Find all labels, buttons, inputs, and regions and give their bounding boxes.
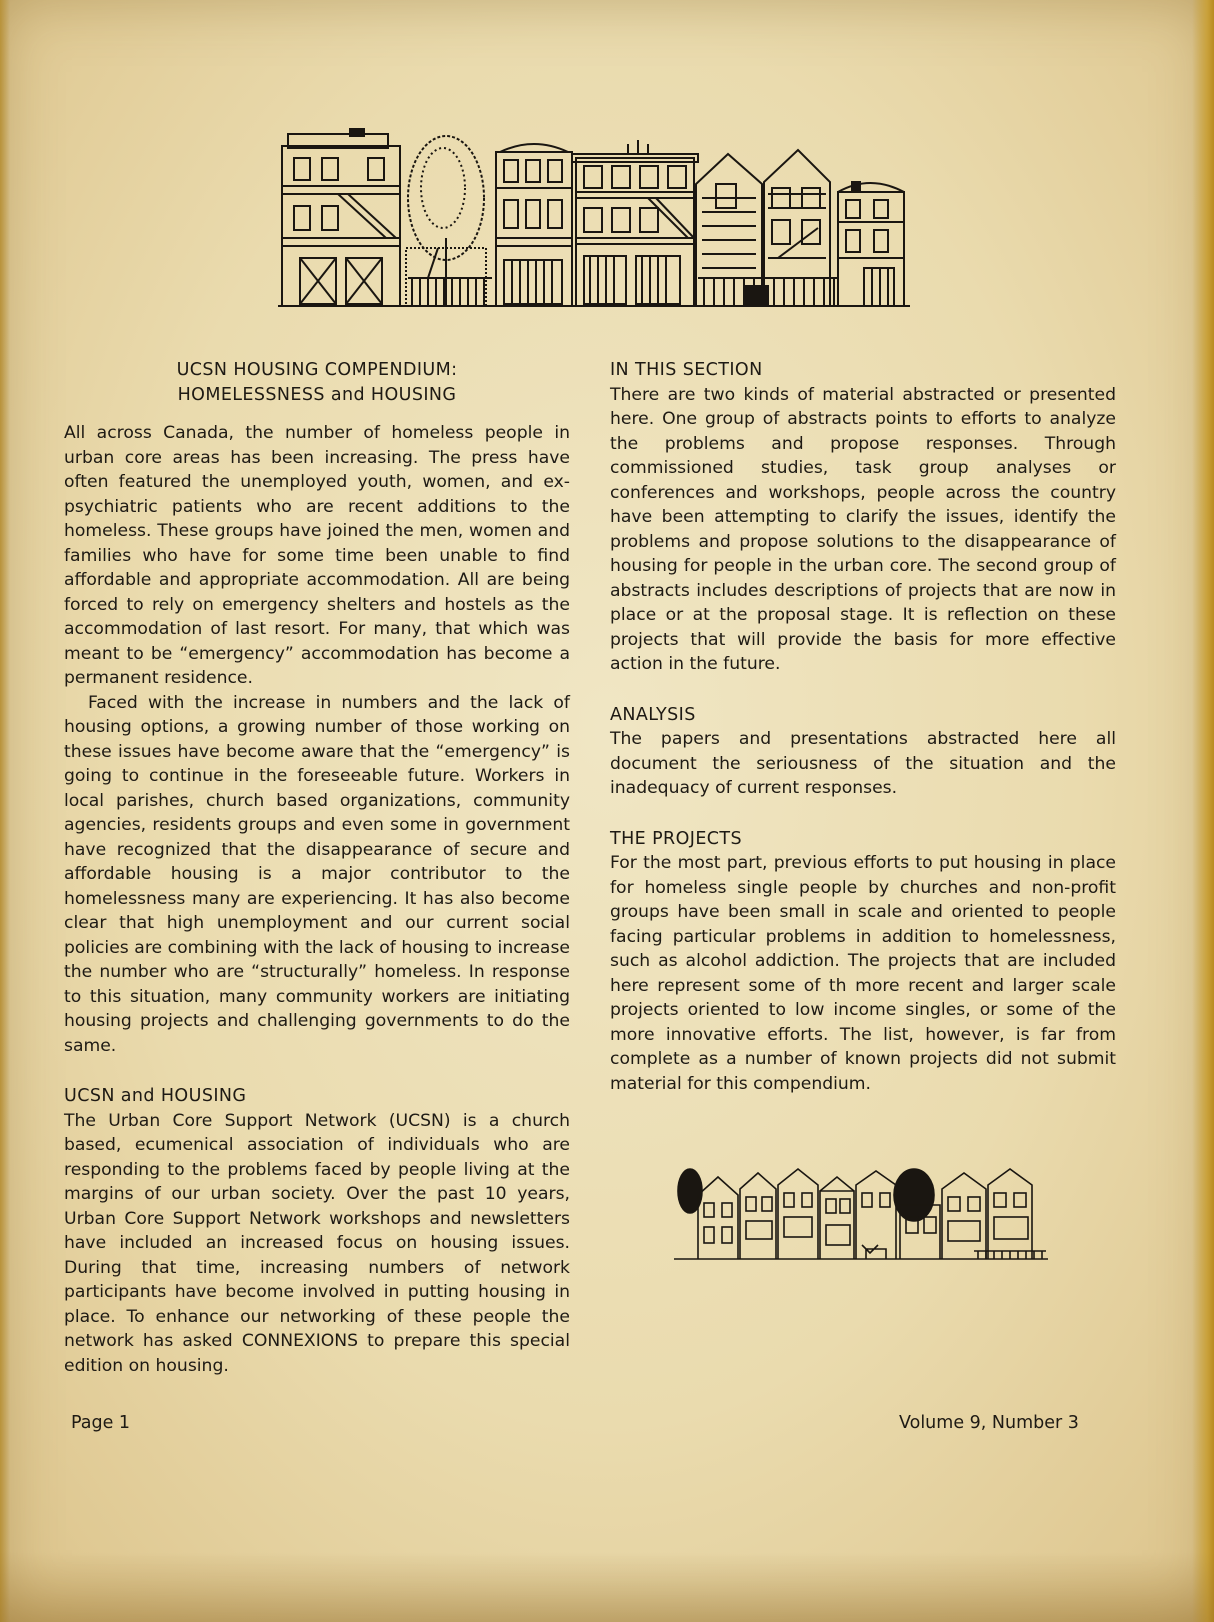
victorian-houses-illustration bbox=[674, 1155, 1048, 1263]
ucsn-housing-body: The Urban Core Support Network (UCSN) is a church based, ecumenical association of individuals who are responding to the problems faced by people living at the margins of our urban society. Over the past 10 years, Urban Core Support Network workshops and newsletters have included an increased focus on housing issues. During that time, increasing numbers of network participants have become involved in putting housing in place. To enhance our networking of these people the network has asked CONNEXIONS to prepare this special edition on housing. bbox=[64, 1110, 570, 1376]
projects-heading: THE PROJECTS bbox=[610, 828, 742, 849]
paper-edge-right bbox=[1192, 0, 1214, 1622]
volume-number: Volume 9, Number 3 bbox=[899, 1413, 1079, 1433]
ucsn-housing-heading: UCSN and HOUSING bbox=[64, 1086, 247, 1106]
analysis-heading: ANALYSIS bbox=[610, 704, 696, 725]
intro-paragraph-1: All across Canada, the number of homeless people in urban core areas has been increasing. The press have often featured the unemployed youth, women, and ex-psychiatric patients who are recent additions to the homeless. These groups have joined the men, women and families who have for some time been unable to find affordable and appropriate accommodation. All are being forced to rely on emergency shelters and hostels as the accommodation of last resort. For many, that which was meant to be “emergency” accommodation has become a permanent residence. bbox=[64, 423, 570, 688]
in-this-section-heading: IN THIS SECTION bbox=[610, 360, 763, 380]
analysis-body: The papers and presentations abstracted here all document the seriousness of the situation and the inadequacy of current responses. bbox=[610, 729, 1116, 798]
projects-body: For the most part, previous efforts to put housing in place for homeless single people by churches and non-profit groups have been small in scale and oriented to people facing particular problems in addition to homelessness, such as alcohol addiction. The projects that are included here represent some of th more recent and larger scale projects oriented to low income singles, or some of the more innovative efforts. The list, however, is far from complete as a number of known projects did not submit material for this compendium. bbox=[610, 853, 1116, 1094]
row-houses-illustration bbox=[278, 128, 910, 318]
in-this-section-body: There are two kinds of material abstracted or presented here. One group of abstracts points to efforts to analyze the problems and propose responses. Through commissioned studies, task group analyses or conferences and workshops, people across the country have been attempting to clarify the issues, identify the problems and propose solutions to the disappearance of housing for people in the urban core. The second group of abstracts includes descriptions of projects that are now in place or at the proposal stage. It is reflection on these projects that will provide the basis for more effective action in the future. bbox=[610, 384, 1116, 674]
page-title-line2: HOMELESSNESS and HOUSING bbox=[177, 384, 457, 405]
left-column bbox=[64, 358, 570, 1378]
paper-edge-bottom bbox=[0, 1552, 1214, 1622]
page-title-line1: UCSN HOUSING COMPENDIUM: bbox=[176, 360, 458, 380]
paper-edge-left bbox=[0, 0, 10, 1622]
page-number: Page 1 bbox=[71, 1413, 131, 1433]
right-column bbox=[610, 358, 1116, 1096]
intro-paragraph-2: Faced with the increase in numbers and the lack of housing options, a growing number of those working on these issues have become aware that the “emergency” is going to continue in the foreseeable future. Workers in local parishes, church based organizations, community agencies, residents groups and even some in government have recognized that the disappearance of secure and affordable housing is a major contributor to the homelessness many are experiencing. It has also become clear that high unemployment and our current social policies are combining with the lack of housing to increase the number who are “structurally” homeless. In response to this situation, many community workers are initiating housing projects and challenging governments to do the same. bbox=[64, 692, 570, 1056]
